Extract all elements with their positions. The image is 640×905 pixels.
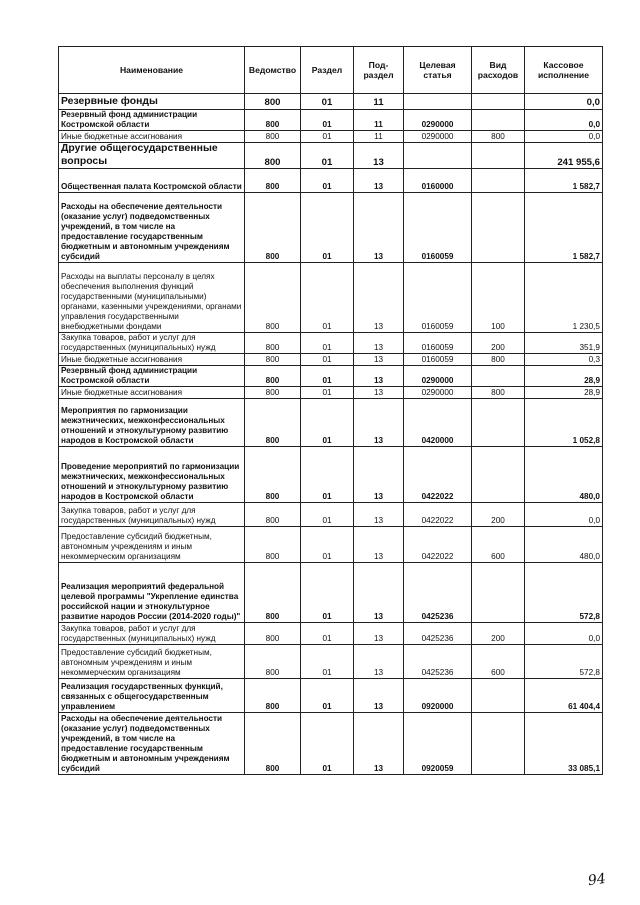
budget-table <box>58 46 603 775</box>
row-target: 0160000 <box>404 169 472 193</box>
row-subsection: 13 <box>354 447 404 503</box>
row-expense-type: 100 <box>472 263 525 333</box>
row-dept: 800 <box>245 679 301 713</box>
row-subsection: 13 <box>354 713 404 775</box>
row-target: 0290000 <box>404 387 472 399</box>
row-section: 01 <box>301 679 354 713</box>
row-expense-type: 800 <box>472 354 525 366</box>
row-target: 0290000 <box>404 131 472 143</box>
table-row <box>59 193 603 263</box>
header-amount: Кассовое исполнение <box>525 47 603 94</box>
row-amount: 28,9 <box>525 387 603 399</box>
header-name: Наименование <box>59 47 245 94</box>
row-name: Реализация государственных функций, связанных с общегосударственным управлением <box>59 679 245 713</box>
row-section: 01 <box>301 563 354 623</box>
row-target: 0425236 <box>404 563 472 623</box>
row-expense-type <box>472 110 525 131</box>
row-amount: 61 404,4 <box>525 679 603 713</box>
row-expense-type <box>472 366 525 387</box>
row-expense-type: 600 <box>472 527 525 563</box>
row-name: Иные бюджетные ассигнования <box>59 131 245 143</box>
table-row <box>59 354 603 366</box>
row-name: Иные бюджетные ассигнования <box>59 354 245 366</box>
row-subsection: 13 <box>354 387 404 399</box>
row-amount: 0,3 <box>525 354 603 366</box>
row-name: Проведение мероприятий по гармонизации межэтнических, межконфессиональных отношений и этнокультурному развитию народов в Костромской области <box>59 447 245 503</box>
row-amount: 572,8 <box>525 645 603 679</box>
row-name: Мероприятия по гармонизации межэтнических, межконфессиональных отношений и этнокультурному развитию народов в Костромской области <box>59 399 245 447</box>
row-amount: 572,8 <box>525 563 603 623</box>
row-target: 0160059 <box>404 193 472 263</box>
row-name: Резервные фонды <box>59 94 245 110</box>
row-name: Резервный фонд администрации Костромской области <box>59 110 245 131</box>
row-subsection: 13 <box>354 143 404 169</box>
row-subsection: 13 <box>354 623 404 645</box>
row-dept: 800 <box>245 131 301 143</box>
row-name: Закупка товаров, работ и услуг для государственных (муниципальных) нужд <box>59 503 245 527</box>
row-subsection: 13 <box>354 354 404 366</box>
row-dept: 800 <box>245 169 301 193</box>
row-name: Реализация мероприятий федеральной целевой программы "Укрепление единства российской нации и этнокультурное развитие народов России (2014-2020 годы)" <box>59 563 245 623</box>
table-row <box>59 366 603 387</box>
row-dept: 800 <box>245 110 301 131</box>
row-subsection: 13 <box>354 679 404 713</box>
row-dept: 800 <box>245 263 301 333</box>
row-subsection: 13 <box>354 263 404 333</box>
row-amount: 351,9 <box>525 333 603 354</box>
row-name: Резервный фонд администрации Костромской области <box>59 366 245 387</box>
row-subsection: 13 <box>354 645 404 679</box>
table-row <box>59 563 603 623</box>
row-subsection: 11 <box>354 131 404 143</box>
table-row <box>59 387 603 399</box>
row-expense-type <box>472 563 525 623</box>
table-row <box>59 94 603 110</box>
header-subsection: Под-раздел <box>354 47 404 94</box>
header-target: Целевая статья <box>404 47 472 94</box>
row-dept: 800 <box>245 527 301 563</box>
row-dept: 800 <box>245 366 301 387</box>
row-section: 01 <box>301 447 354 503</box>
row-section: 01 <box>301 645 354 679</box>
row-section: 01 <box>301 110 354 131</box>
table-header-row <box>59 47 603 94</box>
row-amount: 0,0 <box>525 110 603 131</box>
row-dept: 800 <box>245 399 301 447</box>
row-name: Общественная палата Костромской области <box>59 169 245 193</box>
row-section: 01 <box>301 399 354 447</box>
row-dept: 800 <box>245 563 301 623</box>
table-row <box>59 169 603 193</box>
row-amount: 0,0 <box>525 131 603 143</box>
row-section: 01 <box>301 333 354 354</box>
table-row <box>59 527 603 563</box>
row-expense-type: 200 <box>472 333 525 354</box>
row-amount: 33 085,1 <box>525 713 603 775</box>
row-dept: 800 <box>245 645 301 679</box>
row-name: Расходы на обеспечение деятельности (оказание услуг) подведомственных учреждений, в том числе на предоставление государственным бюджетным и автономным учреждениям субсидий <box>59 713 245 775</box>
row-dept: 800 <box>245 713 301 775</box>
row-name: Предоставление субсидий бюджетным, автономным учреждениям и иным некоммерческим организациям <box>59 527 245 563</box>
row-section: 01 <box>301 94 354 110</box>
row-expense-type <box>472 399 525 447</box>
row-amount: 241 955,6 <box>525 143 603 169</box>
table-row <box>59 131 603 143</box>
row-target: 0425236 <box>404 645 472 679</box>
row-target: 0425236 <box>404 623 472 645</box>
row-amount: 0,0 <box>525 94 603 110</box>
row-subsection: 11 <box>354 94 404 110</box>
row-amount: 28,9 <box>525 366 603 387</box>
row-section: 01 <box>301 169 354 193</box>
row-section: 01 <box>301 131 354 143</box>
row-subsection: 13 <box>354 169 404 193</box>
row-target: 0290000 <box>404 110 472 131</box>
row-section: 01 <box>301 713 354 775</box>
row-expense-type: 800 <box>472 387 525 399</box>
row-expense-type: 200 <box>472 623 525 645</box>
header-section: Раздел <box>301 47 354 94</box>
table-row <box>59 679 603 713</box>
table-row <box>59 713 603 775</box>
row-section: 01 <box>301 354 354 366</box>
row-section: 01 <box>301 193 354 263</box>
row-amount: 0,0 <box>525 623 603 645</box>
row-expense-type <box>472 447 525 503</box>
row-dept: 800 <box>245 503 301 527</box>
row-section: 01 <box>301 263 354 333</box>
row-dept: 800 <box>245 193 301 263</box>
row-target: 0920000 <box>404 679 472 713</box>
header-expense-type: Вид расходов <box>472 47 525 94</box>
row-name: Закупка товаров, работ и услуг для государственных (муниципальных) нужд <box>59 623 245 645</box>
row-name: Расходы на обеспечение деятельности (оказание услуг) подведомственных учреждений, в том числе на предоставление государственным бюджетным и автономным учреждениям субсидий <box>59 193 245 263</box>
row-amount: 480,0 <box>525 447 603 503</box>
table-row <box>59 503 603 527</box>
row-dept: 800 <box>245 354 301 366</box>
table-body <box>59 94 603 775</box>
row-section: 01 <box>301 366 354 387</box>
row-target <box>404 143 472 169</box>
row-section: 01 <box>301 503 354 527</box>
row-expense-type <box>472 143 525 169</box>
row-name: Иные бюджетные ассигнования <box>59 387 245 399</box>
row-target <box>404 94 472 110</box>
row-subsection: 13 <box>354 563 404 623</box>
row-target: 0160059 <box>404 354 472 366</box>
row-target: 0290000 <box>404 366 472 387</box>
row-amount: 1 582,7 <box>525 193 603 263</box>
row-section: 01 <box>301 527 354 563</box>
row-name: Предоставление субсидий бюджетным, автономным учреждениям и иным некоммерческим организациям <box>59 645 245 679</box>
row-amount: 1 052,8 <box>525 399 603 447</box>
table-row <box>59 645 603 679</box>
row-expense-type: 200 <box>472 503 525 527</box>
row-subsection: 13 <box>354 527 404 563</box>
row-target: 0920059 <box>404 713 472 775</box>
row-expense-type <box>472 169 525 193</box>
table-row <box>59 623 603 645</box>
row-expense-type <box>472 679 525 713</box>
row-target: 0420000 <box>404 399 472 447</box>
table-row <box>59 143 603 169</box>
row-subsection: 13 <box>354 399 404 447</box>
row-amount: 1 582,7 <box>525 169 603 193</box>
row-expense-type <box>472 94 525 110</box>
table-row <box>59 333 603 354</box>
row-target: 0422022 <box>404 447 472 503</box>
header-dept: Ведомство <box>245 47 301 94</box>
row-subsection: 11 <box>354 110 404 131</box>
row-subsection: 13 <box>354 193 404 263</box>
table-row <box>59 110 603 131</box>
row-section: 01 <box>301 143 354 169</box>
row-subsection: 13 <box>354 366 404 387</box>
table-row <box>59 399 603 447</box>
row-target: 0160059 <box>404 333 472 354</box>
row-subsection: 13 <box>354 503 404 527</box>
table-row <box>59 263 603 333</box>
row-dept: 800 <box>245 94 301 110</box>
row-subsection: 13 <box>354 333 404 354</box>
row-dept: 800 <box>245 333 301 354</box>
row-name: Закупка товаров, работ и услуг для государственных (муниципальных) нужд <box>59 333 245 354</box>
row-target: 0422022 <box>404 503 472 527</box>
row-expense-type <box>472 193 525 263</box>
row-name: Другие общегосударственные вопросы <box>59 143 245 169</box>
row-dept: 800 <box>245 143 301 169</box>
row-target: 0160059 <box>404 263 472 333</box>
row-expense-type: 800 <box>472 131 525 143</box>
row-name: Расходы на выплаты персоналу в целях обеспечения выполнения функций государственными (муниципальными) органами, казенными учреждениями, органами управления государственными внебюджетными фондами <box>59 263 245 333</box>
row-dept: 800 <box>245 623 301 645</box>
row-expense-type: 600 <box>472 645 525 679</box>
row-target: 0422022 <box>404 527 472 563</box>
row-dept: 800 <box>245 387 301 399</box>
row-dept: 800 <box>245 447 301 503</box>
row-amount: 1 230,5 <box>525 263 603 333</box>
row-section: 01 <box>301 387 354 399</box>
row-expense-type <box>472 713 525 775</box>
table-row <box>59 447 603 503</box>
page-number: 94 <box>586 870 607 890</box>
row-amount: 0,0 <box>525 503 603 527</box>
row-amount: 480,0 <box>525 527 603 563</box>
row-section: 01 <box>301 623 354 645</box>
